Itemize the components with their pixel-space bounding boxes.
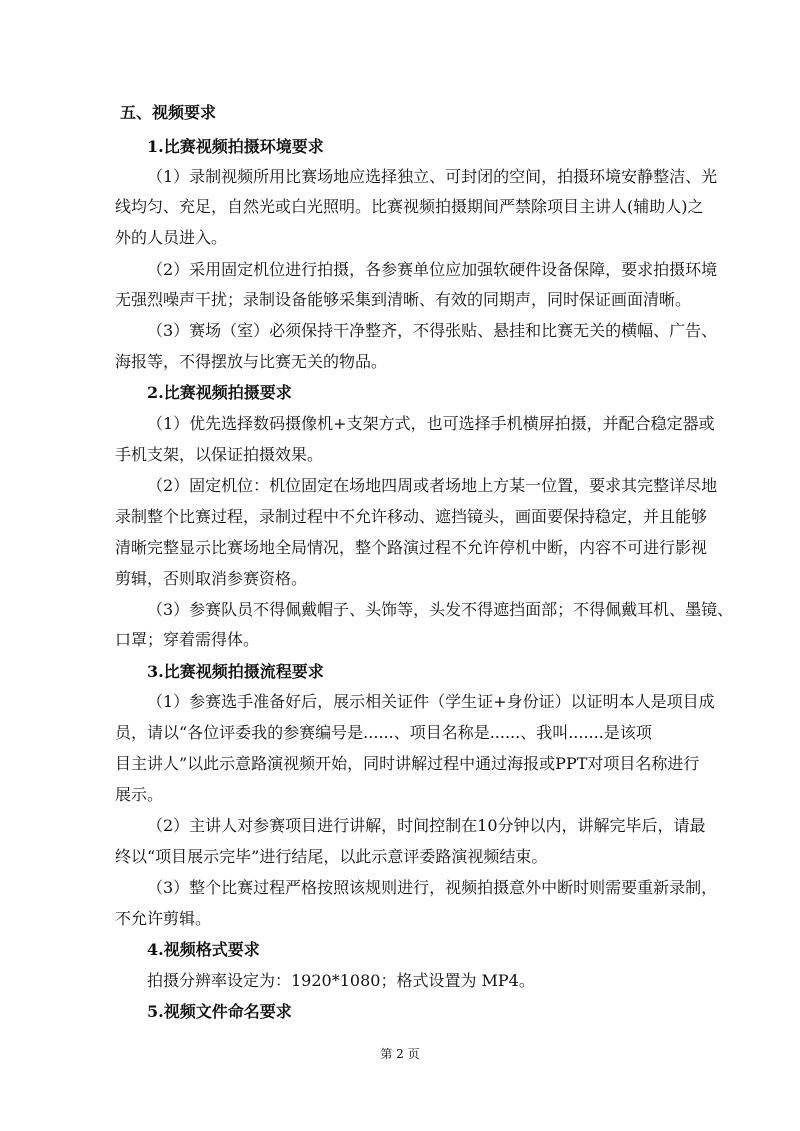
paragraph-line: 外的人员进入。 [115,228,228,247]
paragraph-line: （3）整个比赛过程严格按照该规则进行，视频拍摄意外中断时则需要重新录制， [147,878,718,897]
subsection-heading: 4.视频格式要求 [147,940,260,959]
paragraph-line: （2）主讲人对参赛项目进行讲解，时间控制在10分钟以内，讲解完毕后，请最 [147,816,706,835]
paragraph-line: 展示。 [115,785,164,804]
paragraph-line: 清晰完整显示比赛场地全局情况，整个路演过程不允许停机中断，内容不可进行影视 [115,538,708,557]
paragraph-line: 拍摄分辨率设定为：1920*1080；格式设置为 MP4。 [147,971,535,990]
paragraph-line: （3）赛场（室）必须保持干净整齐，不得张贴、悬挂和比赛无关的横幅、广告、 [147,321,718,340]
paragraph-line: 线均匀、充足，自然光或白光照明。比赛视频拍摄期间严禁除项目主讲人(辅助人)之 [115,197,704,216]
paragraph-line: 口罩；穿着需得体。 [115,630,260,649]
section-heading: 五、视频要求 [120,103,217,122]
paragraph-line: 海报等，不得摆放与比赛无关的物品。 [115,352,388,371]
paragraph-line: （2）固定机位：机位固定在场地四周或者场地上方某一位置，要求其完整详尽地 [147,476,718,495]
paragraph-line: 目主讲人”以此示意路演视频开始，同时讲解过程中通过海报或PPT对项目名称进行 [115,754,700,773]
paragraph-line: 手机支架，以保证拍摄效果。 [115,445,324,464]
subsection-heading: 1.比赛视频拍摄环境要求 [147,137,324,156]
paragraph-line: （1）参赛选手准备好后，展示相关证件（学生证+身份证）以证明本人是项目成 [147,692,715,711]
subsection-heading: 2.比赛视频拍摄要求 [147,383,292,402]
paragraph-line: 无强烈噪声干扰；录制设备能够采集到清晰、有效的同期声，同时保证画面清晰。 [115,290,692,309]
paragraph-line: 不允许剪辑。 [115,909,212,928]
paragraph-line: 终以“项目展示完毕”进行结尾，以此示意评委路演视频结束。 [115,847,548,866]
page-number: 第 2 页 [380,1047,420,1061]
paragraph-line: （1）优先选择数码摄像机+支架方式，也可选择手机横屏拍摄，并配合稳定器或 [147,414,715,433]
subsection-heading: 3.比赛视频拍摄流程要求 [147,662,324,681]
paragraph-line: （1）录制视频所用比赛场地应选择独立、可封闭的空间，拍摄环境安静整洁、光 [147,167,718,186]
paragraph-line: 录制整个比赛过程，录制过程中不允许移动、遮挡镜头，画面要保持稳定，并且能够 [115,507,708,526]
subsection-heading: 5.视频文件命名要求 [147,1002,292,1021]
paragraph-line: 员，请以“各位评委我的参赛编号是......、项目名称是......、我叫.......是该项 [115,723,652,742]
paragraph-line: （3）参赛队员不得佩戴帽子、头饰等，头发不得遮挡面部；不得佩戴耳机、墨镜、 [147,600,734,619]
paragraph-line: 剪辑，否则取消参赛资格。 [115,569,308,588]
paragraph-line: （2）采用固定机位进行拍摄，各参赛单位应加强软硬件设备保障，要求拍摄环境 [147,260,718,279]
